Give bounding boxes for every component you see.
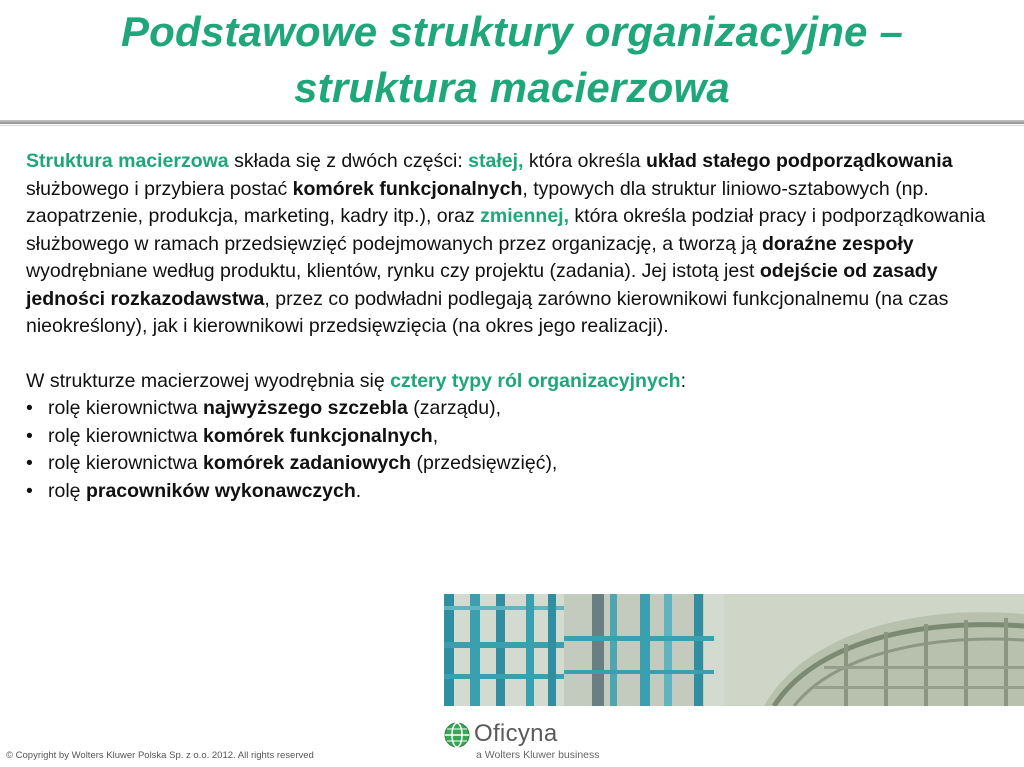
text-run: która określa [523, 150, 646, 172]
bold-role: pracowników wykonawczych [85, 479, 356, 502]
list-item [26, 395, 996, 423]
text-run: rolę kierownictwa [48, 397, 203, 419]
text-run: (przedsięwzięć), [411, 452, 558, 474]
copyright-notice: © Copyright by Wolters Kluwer Polska Sp. z o.o. 2012. All rights reserved [6, 750, 314, 761]
bold-fixed-subordination: układ stałego podporządkowania [645, 150, 953, 172]
bold-role: najwyższego szczebla [202, 397, 408, 419]
text-run: rolę [48, 479, 86, 502]
publisher-logo [444, 718, 684, 763]
roles-intro [26, 368, 996, 396]
text-run: wyodrębniane według produktu, klientów, rynku czy projektu (zadania). Jej istotą jest [26, 260, 760, 282]
header-divider [0, 120, 1024, 124]
list-item [26, 478, 996, 506]
text-run: , [432, 424, 439, 447]
text-run: W strukturze macierzowej wyodrębnia się [26, 369, 391, 392]
text-run: rolę kierownictwa [48, 424, 203, 447]
term-fixed-part: stałej, [468, 150, 524, 172]
building-photo [444, 594, 1024, 706]
definition-paragraph [26, 148, 996, 341]
roles-list [26, 395, 996, 505]
text-run: , przez co podwładni podlegają zarówno kierownikowi funkcjonalnemu (na czas nieokreślony), jak i kierownikowi przedsięwzięcia (na okres jego realizacji). [26, 287, 949, 337]
text-run: : [680, 369, 686, 392]
bold-unity-of-command: odejście od zasady jedności rozkazodawstwa [26, 260, 938, 310]
bold-adhoc-teams: doraźne zespoły [761, 232, 914, 255]
logo-tagline: a Wolters Kluwer business [476, 749, 600, 761]
bold-functional-units: komórek funkcjonalnych [292, 177, 523, 200]
term-four-roles: cztery typy ról organizacyjnych [390, 369, 681, 392]
building-illustration [444, 594, 1024, 706]
text-run: składa się z dwóch części: [228, 150, 469, 172]
title-line-2: struktura macierzowa [294, 64, 730, 111]
bullet-icon: • [26, 452, 33, 474]
text-run: (zarządu), [407, 397, 502, 419]
term-matrix-structure: Struktura macierzowa [26, 150, 229, 172]
paragraph-gap [26, 341, 996, 368]
text-run: służbowego i przybiera postać [26, 177, 293, 200]
header-divider-shadow [0, 125, 1024, 126]
term-variable-part: zmiennej, [480, 205, 569, 227]
text-run: rolę kierownictwa [48, 452, 203, 474]
title-line-1: Podstawowe struktury organizacyjne – [120, 8, 904, 55]
globe-logo-icon [444, 722, 470, 748]
bullet-icon: • [26, 397, 33, 419]
logo-name: Oficyna [474, 720, 558, 747]
bold-role: komórek funkcjonalnych [202, 424, 433, 447]
text-run: . [355, 479, 362, 502]
text-run: która określa podział pracy i podporządkowania służbowego w ramach przedsięwzięć podejmowanych przez organizację, a tworzą ją [26, 205, 986, 255]
bullet-icon: • [26, 424, 33, 447]
list-item [26, 423, 996, 451]
bullet-icon: • [26, 479, 33, 502]
list-item [26, 450, 996, 478]
slide-body [26, 148, 996, 505]
slide-header [0, 0, 1024, 122]
bold-role: komórek zadaniowych [202, 452, 412, 474]
text-run: , typowych dla struktur liniowo-sztabowych (np. zaopatrzenie, produkcja, marketing, kadry itp.), oraz [26, 177, 929, 227]
slide-title [0, 0, 1024, 116]
